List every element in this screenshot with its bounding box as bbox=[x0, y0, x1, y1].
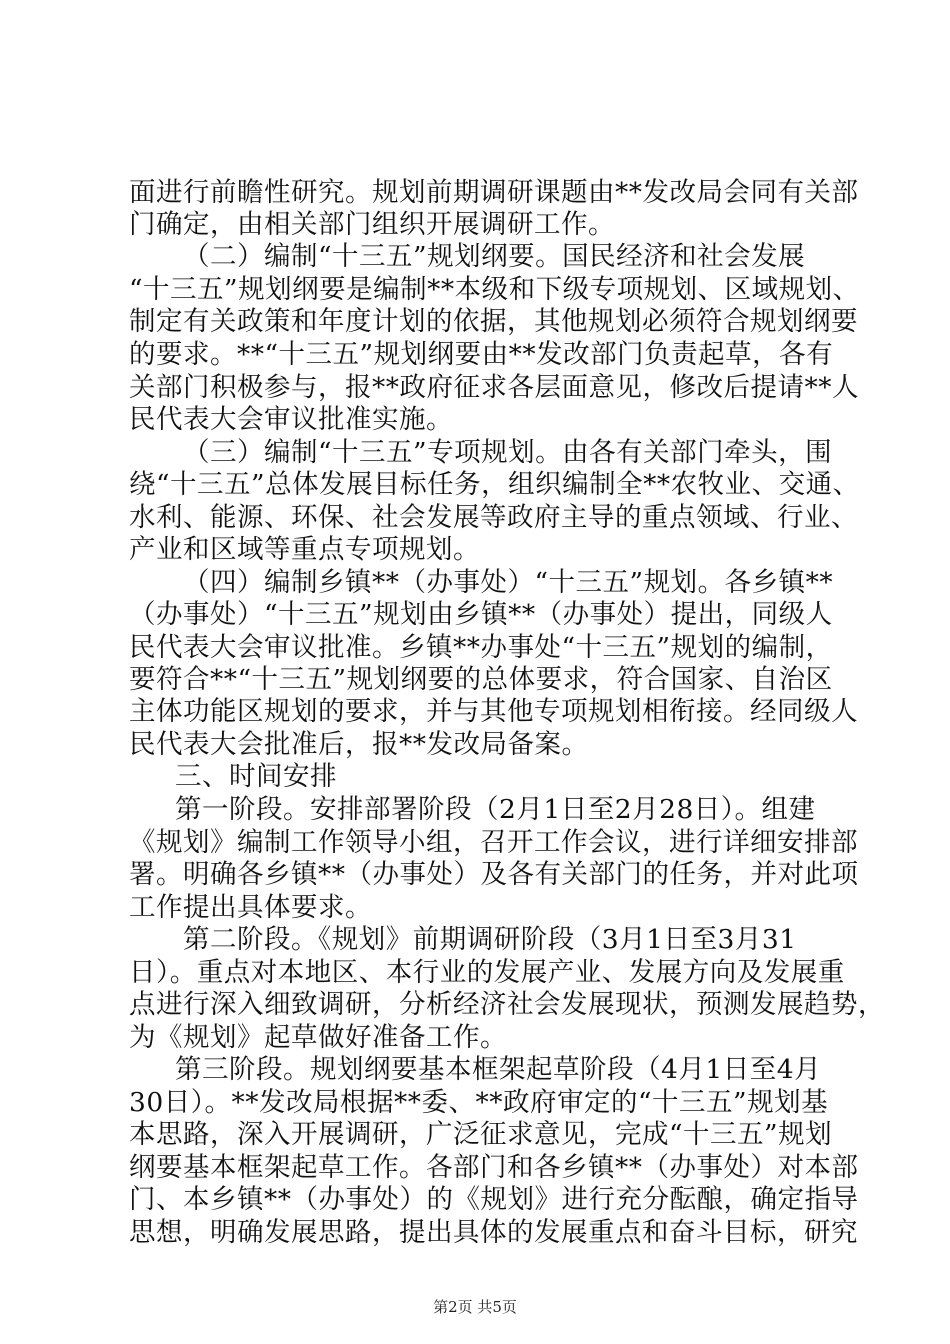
text-line: 门确定，由相关部门组织开展调研工作。 bbox=[129, 209, 615, 240]
text-line: 的要求。**“十三五”规划纲要由**发改部门负责起草，各有 bbox=[129, 339, 834, 370]
text-line: 纲要基本框架起草工作。各部门和各乡镇**（办事处）对本部 bbox=[129, 1152, 859, 1183]
page-number-footer: 第2页 共5页 bbox=[433, 1298, 517, 1316]
text-line: 第二阶段。《规划》前期调研阶段（3月1日至3月31 bbox=[183, 924, 797, 955]
text-line: 工作提出具体要求。 bbox=[129, 892, 372, 923]
text-line: 署。明确各乡镇**（办事处）及各有关部门的任务，并对此项 bbox=[129, 859, 859, 890]
text-line: （四）编制乡镇**（办事处）“十三五”规划。各乡镇** bbox=[183, 567, 834, 598]
text-line: 民代表大会审议批准。乡镇**办事处“十三五”规划的编制， bbox=[129, 632, 833, 663]
text-line: 为《规划》起草做好准备工作。 bbox=[129, 1022, 507, 1053]
text-line: 《规划》编制工作领导小组，召开工作会议，进行详细安排部 bbox=[129, 827, 858, 858]
text-line: （办事处）“十三五”规划由乡镇**（办事处）提出，同级人 bbox=[129, 599, 833, 630]
text-line: 第一阶段。安排部署阶段（2月1日至2月28日）。组建 bbox=[175, 794, 816, 825]
text-line: （三）编制“十三五”专项规划。由各有关部门牵头，围 bbox=[183, 437, 833, 468]
text-line: 第三阶段。规划纲要基本框架起草阶段（4月1日至4月 bbox=[175, 1054, 822, 1085]
text-line: 思想，明确发展思路，提出具体的发展重点和奋斗目标，研究 bbox=[129, 1217, 858, 1248]
text-line: 民代表大会批准后，报**发改局备案。 bbox=[129, 729, 589, 760]
text-line: （二）编制“十三五”规划纲要。国民经济和社会发展 bbox=[183, 241, 806, 272]
text-line: 要符合**“十三五”规划纲要的总体要求，符合国家、自治区 bbox=[129, 664, 833, 695]
text-line: 民代表大会审议批准实施。 bbox=[129, 404, 453, 435]
text-line: “十三五”规划纲要是编制**本级和下级专项规划、区域规划、 bbox=[129, 274, 860, 305]
text-line: 水利、能源、环保、社会发展等政府主导的重点领域、行业、 bbox=[129, 502, 858, 533]
section-heading: 三、时间安排 bbox=[175, 761, 337, 792]
text-line: 产业和区域等重点专项规划。 bbox=[129, 534, 480, 565]
text-line: 本思路，深入开展调研，广泛征求意见，完成“十三五”规划 bbox=[129, 1119, 833, 1150]
text-line: 点进行深入细致调研，分析经济社会发展现状，预测发展趋势， bbox=[129, 989, 885, 1020]
text-line: 门、本乡镇**（办事处）的《规划》进行充分酝酿，确定指导 bbox=[129, 1184, 859, 1215]
text-line: 绕“十三五”总体发展目标任务，组织编制全**农牧业、交通、 bbox=[129, 469, 860, 500]
text-line: 关部门积极参与，报**政府征求各层面意见，修改后提请**人 bbox=[129, 372, 859, 403]
text-line: 主体功能区规划的要求，并与其他专项规划相衔接。经同级人 bbox=[129, 696, 858, 727]
text-line: 日）。重点对本地区、本行业的发展产业、发展方向及发展重 bbox=[129, 957, 845, 988]
text-line: 制定有关政策和年度计划的依据，其他规划必须符合规划纲要 bbox=[129, 306, 858, 337]
text-line: 面进行前瞻性研究。规划前期调研课题由**发改局会同有关部 bbox=[129, 177, 859, 208]
text-line: 30日）。**发改局根据**委、**政府审定的“十三五”规划基 bbox=[129, 1087, 829, 1118]
